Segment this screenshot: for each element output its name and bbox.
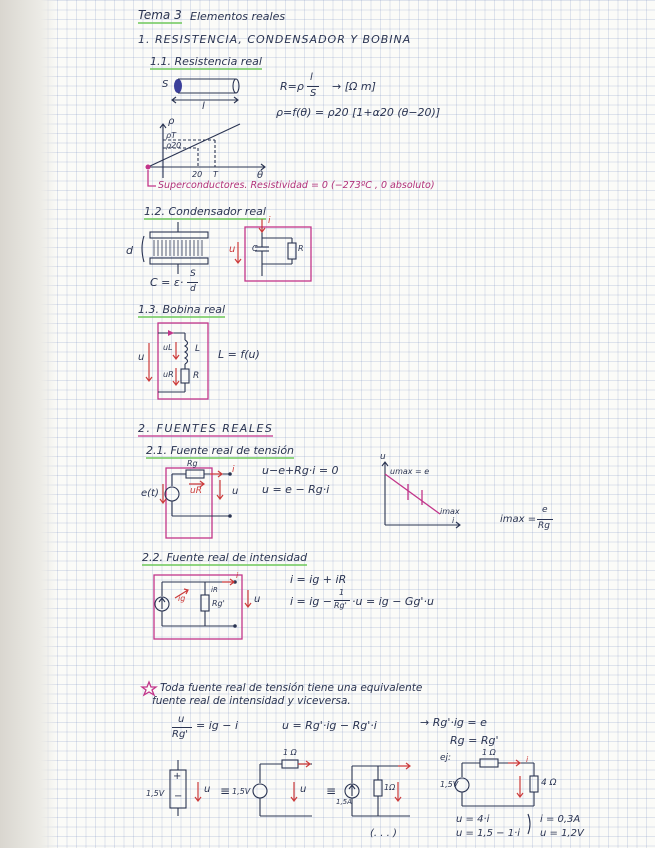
section-1-2-title: 1.2. Condensador real (144, 205, 266, 218)
source-e-label: e(t) (141, 488, 159, 499)
cs-i-label: i (236, 571, 239, 580)
section-1-1-title: 1.1. Resistencia real (150, 55, 262, 68)
inductance-formula: L = f(u) (218, 348, 260, 361)
r4b-label: 4 Ω (541, 778, 557, 788)
eq-c: → Rg'·ig = e (420, 716, 487, 729)
src1-u-label: u (204, 784, 211, 795)
cs-u-label: u (254, 594, 261, 605)
coil-ul-label: uL (163, 343, 173, 352)
current-eq-2b: ·u = ig − Gg'·u (352, 595, 434, 608)
capacitor-current-label: i (268, 216, 271, 226)
src4-label: 1,5V (440, 780, 459, 789)
plate-distance-label: d (126, 244, 133, 257)
imax-frac-num: e (542, 505, 548, 515)
cs-rg-label: Rg' (212, 599, 225, 608)
eq-a-rest: = ig − i (196, 719, 239, 732)
imax-frac-den: Rg (538, 521, 550, 531)
eq-b: u = Rg'·ig − Rg'·i (282, 719, 377, 732)
tick-t: T (213, 170, 218, 179)
coil-l-label: L (195, 344, 201, 354)
section-1-title: 1. RESISTENCIA, CONDENSADOR Y BOBINA (138, 33, 412, 46)
tick-20: 20 (192, 170, 203, 179)
wire-section-label: S (162, 79, 169, 90)
cs-ig-label: ig (178, 594, 186, 603)
calc-1: u = 4·i (456, 814, 490, 825)
src2-label: 1,5V (232, 787, 251, 796)
equiv-sign-2: ≡ (326, 784, 337, 798)
superconductor-note: Superconductores. Resistividad = 0 (−273ºC , 0 absoluto) (158, 180, 435, 191)
axis-theta-label: θ (257, 170, 264, 181)
coil-r-label: R (193, 371, 200, 381)
resistance-formula: R=ρ (280, 80, 304, 93)
voltage-eq-1: u−e+Rg·i = 0 (262, 464, 339, 477)
continuation-mark: (. . . ) (370, 828, 397, 839)
capacitor-c-label: C (252, 244, 258, 253)
equiv-sign-1: ≡ (220, 784, 231, 798)
capacitance-formula: C = ε· (150, 276, 184, 289)
calc-2: u = 1,5 − 1·i (456, 828, 521, 839)
current-eq-1: i = ig + iR (290, 573, 347, 586)
equivalence-note-line-2: fuente real de intensidad y viceversa. (152, 695, 351, 707)
result-2: u = 1,2V (540, 828, 584, 839)
wire-length-label: l (202, 101, 205, 112)
axis-rho-label: ρ (168, 116, 175, 127)
src1-label: 1,5V (146, 789, 165, 798)
voltage-eq-2: u = e − Rg·i (262, 483, 330, 496)
coil-voltage-label: u (138, 352, 145, 363)
source-ur-label: uR (190, 486, 202, 496)
graph-i-axis-label: i (452, 516, 455, 525)
imax-formula: imax = (500, 514, 537, 525)
capacitance-frac-num: S (190, 269, 196, 279)
example-label: ej: (440, 753, 452, 763)
r1-label: 1 Ω (283, 748, 297, 757)
capacitor-r-label: R (298, 244, 304, 253)
section-2-1-title: 2.1. Fuente real de tensión (146, 444, 295, 457)
capacitor-voltage-label: u (229, 244, 236, 255)
graph-u-axis-label: u (380, 452, 386, 462)
result-1: i = 0,3A (540, 814, 581, 825)
section-2-title: 2. FUENTES REALES (138, 422, 274, 435)
page-title: Elementos reales (190, 10, 286, 23)
graph-umax-label: umax = e (390, 467, 430, 476)
tick-rho-20: ρ20 (166, 141, 182, 150)
src2-u-label: u (300, 784, 307, 795)
graph-imax-label: imax (440, 507, 460, 516)
resistance-frac-den: S (310, 88, 317, 99)
eq-a-num: u (178, 714, 185, 725)
battery-plus-icon: + (173, 771, 182, 782)
section-2-2-title: 2.2. Fuente real de intensidad (142, 551, 308, 564)
eq-a-den: Rg' (172, 729, 189, 740)
coil-ur-label: uR (163, 370, 174, 379)
battery-minus-icon: − (174, 791, 183, 802)
equivalence-note-line-1: Toda fuente real de tensión tiene una equivalente (160, 682, 423, 694)
current-eq-frac-den: Rg' (334, 601, 347, 610)
section-1-3-title: 1.3. Bobina real (138, 303, 226, 316)
resistance-frac-num: l (310, 72, 313, 83)
source-rg-label: Rg (187, 459, 198, 468)
resistivity-formula: ρ=f(θ) = ρ20 [1+α20 (θ−20)] (276, 106, 441, 119)
resistivity-unit: → [Ω m] (332, 80, 376, 93)
r3-label: 1Ω (384, 783, 396, 792)
cs-ir-label: iR (211, 586, 218, 594)
current-eq-frac-num: 1 (339, 588, 345, 597)
src3-label: 1,5A (336, 798, 352, 806)
source-i-label: i (232, 465, 235, 475)
source-u-label: u (232, 486, 239, 497)
eq-d: Rg = Rg' (450, 734, 499, 747)
tick-rho-t: ρT (166, 131, 176, 140)
capacitance-frac-den: d (190, 284, 196, 294)
ex-i-label: i (526, 755, 529, 764)
r4a-label: 1 Ω (482, 748, 496, 757)
current-eq-2a: i = ig − (290, 595, 333, 608)
topic-label: Tema 3 (138, 8, 182, 22)
